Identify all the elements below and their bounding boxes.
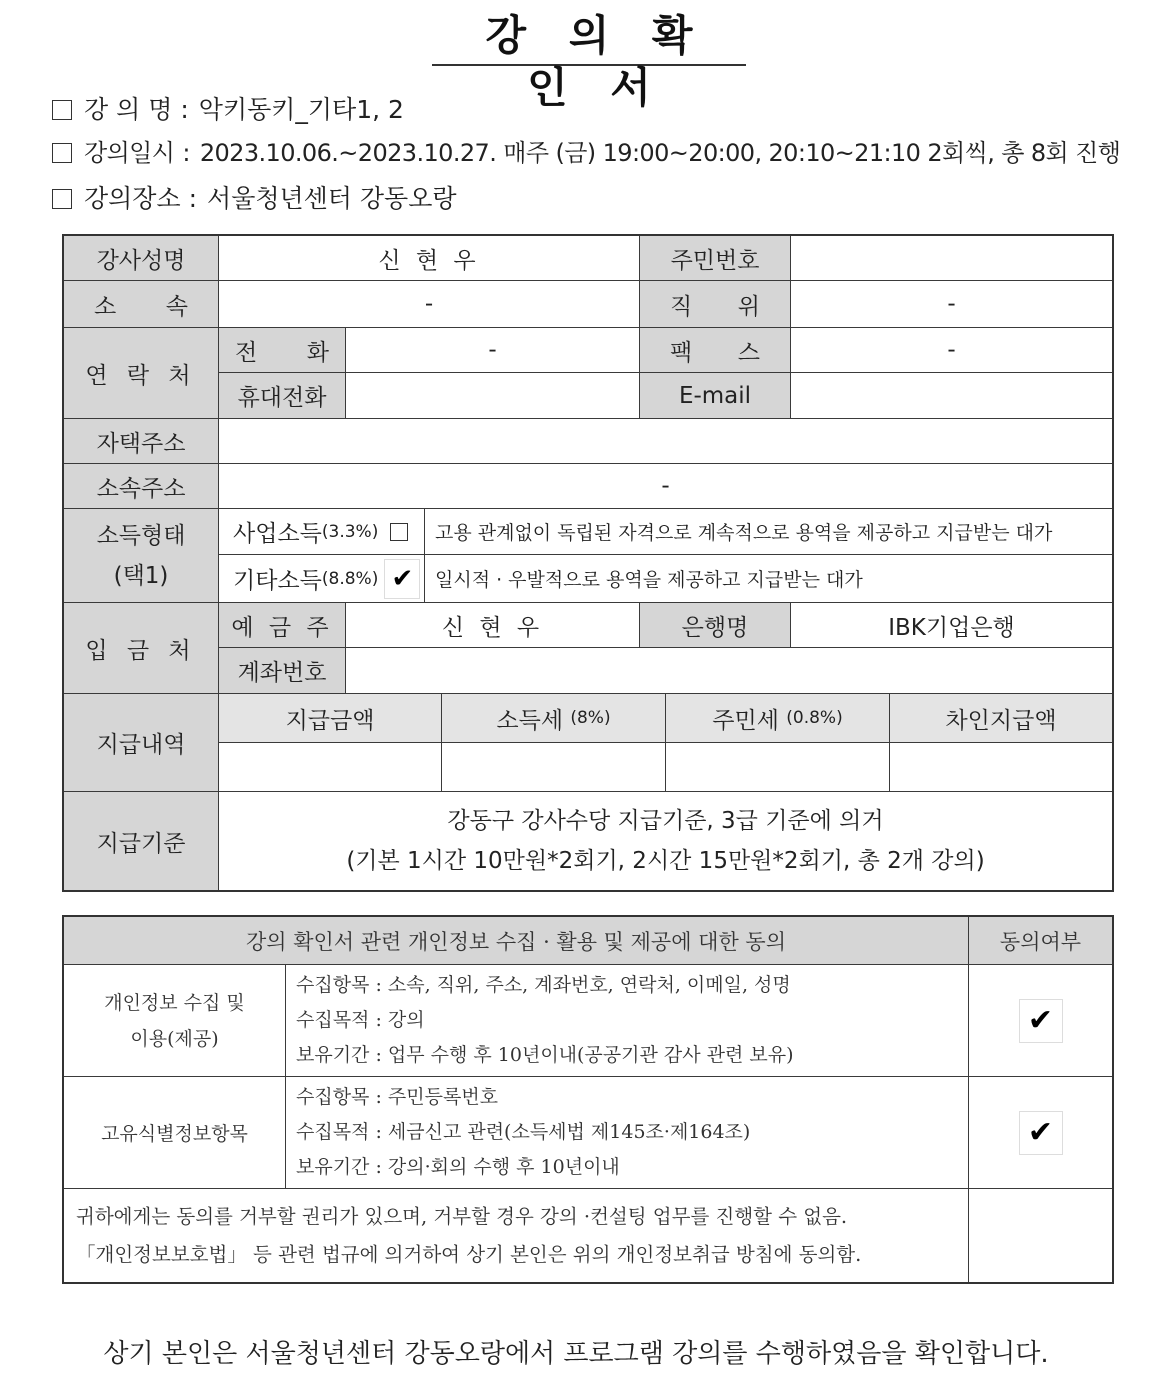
col-note: (0.8%)	[786, 708, 843, 728]
label-part: 스	[737, 339, 760, 366]
consent-purpose: 수집목적 : 세금신고 관련(소득세법 제145조·제164조)	[296, 1121, 751, 1143]
payment-resident-tax	[665, 742, 890, 792]
label-home-address: 자택주소	[63, 418, 219, 464]
affiliation: -	[218, 280, 640, 328]
label-part: 속	[165, 293, 188, 320]
income-option-business[interactable]	[218, 508, 425, 555]
account-holder: 신 현 우	[345, 602, 640, 648]
consent-retention: 보유기간 : 강의·회의 수행 후 10년이내	[296, 1156, 620, 1178]
consent-signature[interactable]	[968, 1188, 1113, 1283]
label-deposit: 입 금 처	[63, 602, 219, 694]
label-part: 전	[235, 339, 258, 366]
info-label: 강 의 명	[84, 95, 173, 124]
unchecked-box-icon[interactable]	[390, 523, 408, 541]
consent-notice	[63, 1188, 969, 1283]
payment-criteria	[218, 791, 1113, 891]
resident-number	[790, 235, 1113, 281]
payment-col-net	[889, 693, 1113, 743]
consent-details-personal	[285, 964, 969, 1077]
income-desc-business: 고용 관계없이 독립된 자격으로 계속적으로 용역을 제공하고 지급받는 대가	[424, 508, 1113, 555]
consent-header: 강의 확인서 관련 개인정보 수집 · 활용 및 제공에 대한 동의	[63, 916, 969, 965]
info-value: 악키동키_기타1, 2	[198, 95, 404, 124]
label-payment-criteria: 지급기준	[63, 791, 219, 891]
payment-col-resident-tax	[665, 693, 890, 743]
consent-agree-unique-id[interactable]	[968, 1076, 1113, 1189]
label-instructor-name: 강사성명	[63, 235, 219, 281]
income-option-other[interactable]	[218, 554, 425, 603]
label-income-type	[63, 508, 219, 603]
label-part: 위	[737, 293, 760, 320]
consent-items: 수집항목 : 주민등록번호	[296, 1086, 499, 1108]
label-office-address: 소속주소	[63, 463, 219, 509]
info-lecture-name: 강 의 명 : 악키동키_기타1, 2	[52, 95, 404, 125]
position: -	[790, 280, 1113, 328]
notice-line: 「개인정보보호법」 등 관련 법규에 의거하여 상기 본인은 위의 개인정보취급 방침에 동의함.	[76, 1242, 862, 1266]
label-fax	[639, 327, 791, 373]
label-contact: 연 락 처	[63, 327, 219, 419]
info-label: 강의장소	[84, 184, 181, 213]
category-line: 이용(제공)	[130, 1027, 219, 1050]
email	[790, 372, 1113, 419]
checkbox-icon	[52, 189, 72, 209]
info-lecture-place: 강의장소 : 서울청년센터 강동오랑	[52, 184, 457, 214]
label-account-holder: 예 금 주	[218, 602, 346, 648]
consent-items: 수집항목 : 소속, 직위, 주소, 계좌번호, 연락처, 이메일, 성명	[296, 974, 791, 996]
label-part: 소득형태	[96, 522, 186, 549]
instructor-name: 신 현 우	[218, 235, 640, 281]
label-bank-name: 은행명	[639, 602, 791, 648]
col-name: 차인지급액	[945, 707, 1057, 734]
info-value: 서울청년센터 강동오랑	[207, 184, 457, 213]
phone: -	[345, 327, 640, 373]
checkmark-icon[interactable]: ✔	[1019, 999, 1063, 1043]
option-name: 기타소득	[233, 568, 322, 594]
col-name: 주민세	[712, 707, 779, 734]
consent-purpose: 수집목적 : 강의	[296, 1009, 425, 1031]
col-name: 지급금액	[285, 707, 375, 734]
label-account-number: 계좌번호	[218, 647, 346, 694]
option-rate: (3.3%)	[321, 521, 379, 542]
account-number	[345, 647, 1113, 694]
income-desc-other: 일시적 · 우발적으로 용역을 제공하고 지급받는 대가	[424, 554, 1113, 603]
payment-col-amount	[218, 693, 442, 743]
info-label: 강의일시	[84, 139, 175, 167]
consent-category-personal	[63, 964, 286, 1077]
label-payment: 지급내역	[63, 693, 219, 792]
criteria-line: 강동구 강사수당 지급기준, 3급 기준에 의거	[447, 808, 884, 834]
checkbox-icon	[52, 100, 72, 120]
document-title: 강 의 확 인 서	[432, 10, 746, 66]
category-line: 개인정보 수집 및	[104, 991, 245, 1014]
checkmark-icon[interactable]: ✔	[384, 559, 420, 599]
payment-net	[889, 742, 1113, 792]
label-phone	[218, 327, 346, 373]
option-name: 사업소득	[233, 521, 322, 547]
label-part: (택1)	[113, 562, 169, 589]
payment-amount	[218, 742, 442, 792]
criteria-line: (기본 1시간 10만원*2회기, 2시간 15만원*2회기, 총 2개 강의)	[346, 848, 985, 874]
consent-agree-header: 동의여부	[968, 916, 1113, 965]
payment-col-income-tax	[441, 693, 666, 743]
checkmark-icon[interactable]: ✔	[1019, 1111, 1063, 1155]
info-value: 2023.10.06.~2023.10.27. 매주 (금) 19:00~20:00, 20:10~21:10 2회씩, 총 8회 진행	[199, 139, 1121, 167]
consent-details-unique-id	[285, 1076, 969, 1189]
label-part: 팩	[670, 339, 693, 366]
col-note: (8%)	[570, 708, 611, 728]
office-address: -	[218, 463, 1113, 509]
consent-retention: 보유기간 : 업무 수행 후 10년이내(공공기관 감사 관련 보유)	[296, 1044, 794, 1066]
label-affiliation	[63, 280, 219, 328]
checkbox-icon	[52, 143, 72, 163]
label-mobile: 휴대전화	[218, 372, 346, 419]
label-part: 직	[670, 293, 693, 320]
consent-agree-personal[interactable]	[968, 964, 1113, 1077]
option-rate: (8.8%)	[321, 568, 379, 589]
mobile	[345, 372, 640, 419]
label-resident-number: 주민번호	[639, 235, 791, 281]
payment-income-tax	[441, 742, 666, 792]
info-lecture-date: 강의일시 : 2023.10.06.~2023.10.27. 매주 (금) 19:00~20:00, 20:10~21:10 2회씩, 총 8회 진행	[52, 138, 1120, 168]
label-position	[639, 280, 791, 328]
bank-name: IBK기업은행	[790, 602, 1113, 648]
confirmation-statement: 상기 본인은 서울청년센터 강동오랑에서 프로그램 강의를 수행하였음을 확인합니다.	[103, 1339, 1049, 1369]
label-email: E-mail	[639, 372, 791, 419]
label-part: 소	[94, 293, 117, 320]
fax: -	[790, 327, 1113, 373]
consent-category-unique-id: 고유식별정보항목	[63, 1076, 286, 1189]
notice-line: 귀하에게는 동의를 거부할 권리가 있으며, 거부할 경우 강의 ·컨설팅 업무를 진행할 수 없음.	[76, 1204, 848, 1228]
col-name: 소득세	[496, 707, 564, 734]
label-part: 화	[306, 339, 329, 366]
home-address	[218, 418, 1113, 464]
